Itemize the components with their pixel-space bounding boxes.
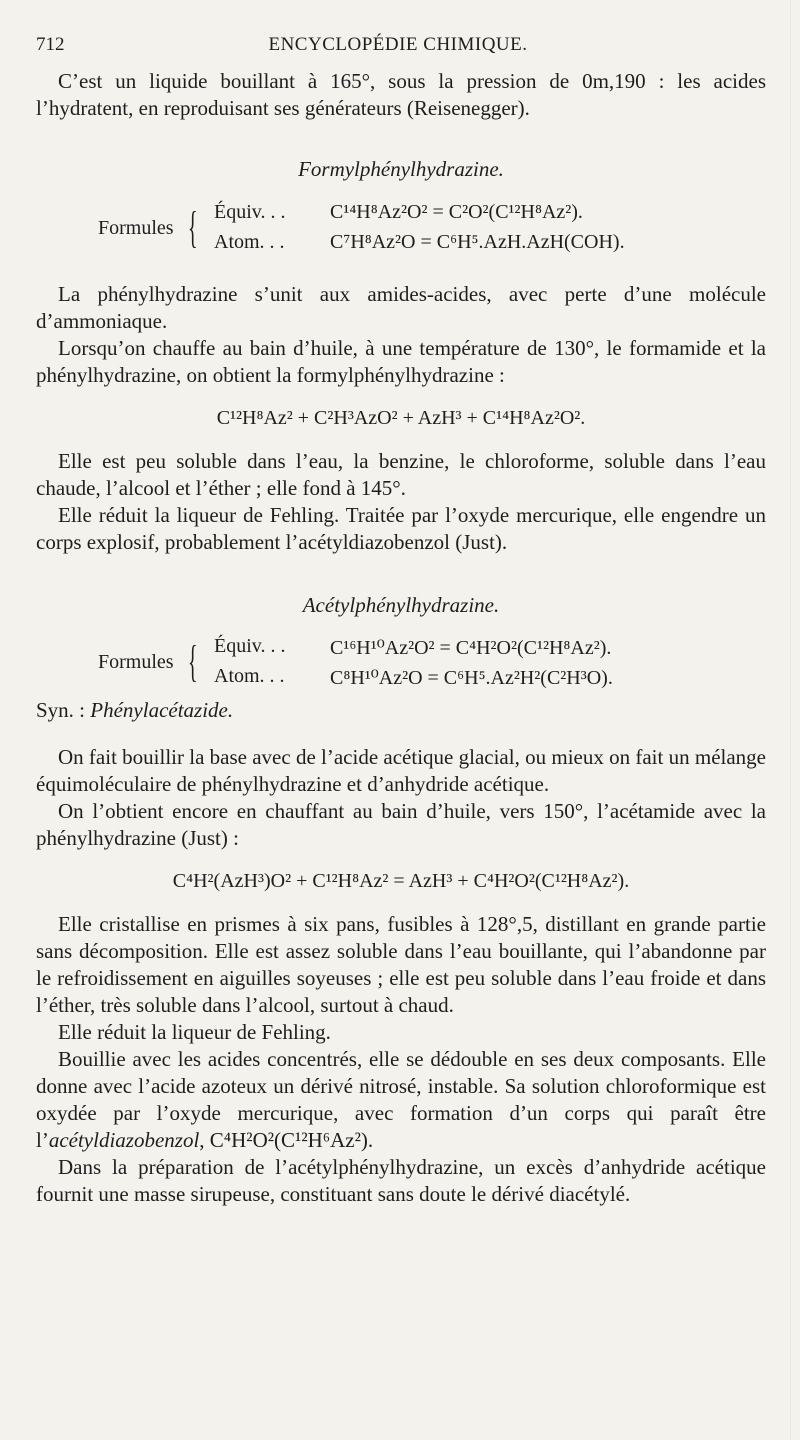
paragraph-acids: [36, 1046, 766, 1154]
paragraph-amides: La phénylhydrazine s’unit aux amides-acides, avec perte d’une molécule d’ammoniaque.: [36, 282, 766, 333]
paragraph-crystallisation: Elle cristallise en prismes à six pans, fusibles à 128°,5, distillant en grande partie sans décomposition. Elle est assez soluble dans l’eau bouillante, qui l’abandonne par le refroidissement en aiguilles soyeuses ; elle est peu soluble dans l’eau froide et dans l’éther, très soluble dans l’alcool, surtout à chaud.: [36, 912, 766, 1017]
paragraph-preparation: Lorsqu’on chauffe au bain d’huile, à une température de 130°, le formamide et la phénylhydrazine, on obtient la formylphénylhydrazine :: [36, 336, 766, 387]
synonym-line: [36, 697, 766, 724]
paragraph-diacetyl: Dans la préparation de l’acétylphénylhydrazine, un excès d’anhydride acétique fournit une masse sirupeuse, constituant sans doute le dérivé diacétylé.: [36, 1155, 766, 1206]
italic-term: acétyldiazobenzol: [48, 1128, 200, 1152]
equiv-label: Équiv. . .: [214, 201, 286, 223]
atom-label: Atom. . .: [214, 231, 285, 253]
section-title-formylphenylhydrazine: Formylphénylhydrazine.: [298, 157, 504, 181]
section-title-acetylphenylhydrazine: Acétylphénylhydrazine.: [302, 593, 500, 617]
text-segment: , C⁴H²O²(C¹²H⁶Az²).: [199, 1128, 374, 1152]
formula-block-acetyl: [36, 631, 766, 697]
paragraph-fehling: Elle réduit la liqueur de Fehling. Traitée par l’oxyde mercurique, elle engendre un corps explosif, probablement l’acétyldiazobenzol (Just).: [36, 503, 766, 554]
formula-label: Formules: [98, 217, 174, 239]
brace-symbol: {: [188, 637, 198, 686]
equiv-label: Équiv. . .: [214, 635, 286, 657]
synonym-value: Phénylacétazide.: [90, 698, 234, 722]
formula-block-formyl: [36, 197, 766, 263]
scan-edge: [790, 0, 791, 1440]
paragraph-fehling-2: Elle réduit la liqueur de Fehling.: [58, 1020, 331, 1044]
equiv-formula: C¹⁶H¹⁰Az²O² = C⁴H²O²(C¹²H⁸Az²).: [330, 637, 612, 659]
paragraph-acetamide: On l’obtient encore en chauffant au bain d’huile, vers 150°, l’acétamide avec la phénylhydrazine (Just) :: [36, 799, 766, 850]
atom-formula: C⁷H⁸Az²O = C⁶H⁵.AzH.AzH(COH).: [330, 231, 625, 253]
running-title: ENCYCLOPÉDIE CHIMIQUE.: [268, 34, 528, 55]
equation-acetyl: C⁴H²(AzH³)O² + C¹²H⁸Az² = AzH³ + C⁴H²O²(C¹²H⁸Az²).: [172, 870, 630, 892]
atom-formula: C⁸H¹⁰Az²O = C⁶H⁵.Az²H²(C²H³O).: [330, 667, 613, 689]
paragraph-boiling-base: On fait bouillir la base avec de l’acide acétique glacial, ou mieux on fait un mélange équimoléculaire de phénylhydrazine et d’anhydride acétique.: [36, 745, 766, 796]
paragraph-boiling-point: C’est un liquide bouillant à 165°, sous la pression de 0m,190 : les acides l’hydratent, en reproduisant ses générateurs (Reisenegger).: [36, 69, 766, 120]
page-number: 712: [36, 34, 65, 55]
page-body: [36, 68, 766, 1208]
formula-label: Formules: [98, 651, 174, 673]
page-header: [36, 34, 760, 62]
equation-formyl: C¹²H⁸Az² + C²H³AzO² + AzH³ + C¹⁴H⁸Az²O².: [216, 407, 586, 429]
paragraph-solubility: Elle est peu soluble dans l’eau, la benzine, le chloroforme, soluble dans l’eau chaude, l’alcool et l’éther ; elle fond à 145°.: [36, 449, 766, 500]
equiv-formula: C¹⁴H⁸Az²O² = C²O²(C¹²H⁸Az²).: [330, 201, 583, 223]
synonym-label: Syn. :: [36, 698, 86, 722]
brace-symbol: {: [188, 203, 198, 252]
text-segment: Bouillie avec les acides concentrés, elle se dédouble en ses deux composants. Elle donne avec l’acide azoteux un dérivé nitrosé, instable. Sa solution chloroformique est oxydée par l’oxyde mercurique, avec formation d’un corps qui paraît être l’: [36, 1047, 766, 1152]
atom-label: Atom. . .: [214, 665, 285, 687]
